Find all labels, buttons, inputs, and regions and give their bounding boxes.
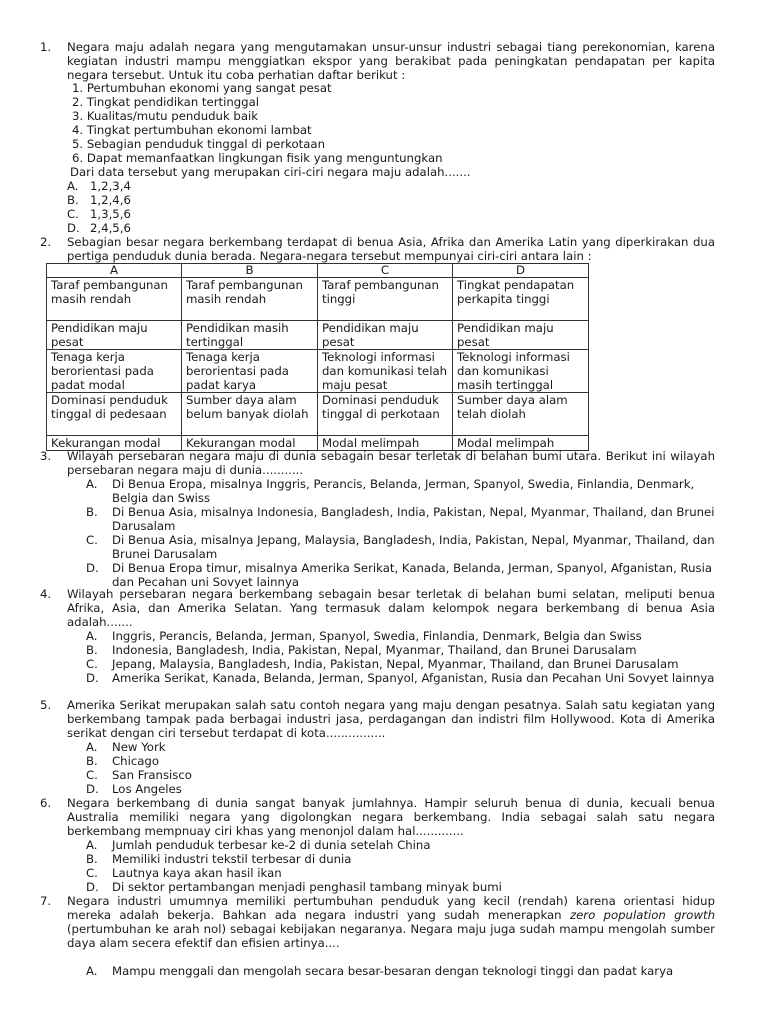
list-item: 3. Kualitas/mutu penduduk baik bbox=[72, 109, 259, 123]
table-header: B bbox=[182, 264, 318, 278]
question-number: 7. bbox=[40, 894, 52, 908]
table-row bbox=[47, 350, 589, 393]
table-row bbox=[47, 393, 589, 436]
question-text: Amerika Serikat merupakan salah satu contoh negara yang maju dengan pesatnya. Salah satu kegiatan yang berkembang tampak pada berbagai industri jasa, perdagangan dan indistri film Hollywood. Kota di Amerika serikat dengan ciri tersebut terdapat di kota................ bbox=[67, 698, 715, 740]
list-item: 1. Pertumbuhan ekonomi yang sangat pesat bbox=[72, 81, 332, 95]
table-cell: Tenaga kerja berorientasi pada padat modal bbox=[47, 350, 182, 393]
question-text: Negara berkembang di dunia sangat banyak jumlahnya. Hampir seluruh benua di dunia, kecuali benua Australia memiliki negara yang digolongkan negara berkembang. India sebagai salah satu negara berkembang mempnuay ciri khas yang menonjol dalam hal............. bbox=[67, 796, 715, 838]
table-cell: Pendidikan maju pesat bbox=[318, 321, 453, 350]
table-row bbox=[47, 321, 589, 350]
question-stem: Dari data tersebut yang merupakan ciri-ciri negara maju adalah....... bbox=[70, 165, 471, 179]
document-page: 1. Negara maju adalah negara yang mengutamakan unsur-unsur industri sebagai tiang perekonomian, karena kegiatan industri mampu menggiatkan ekspor yang berakibat pada peningkatan pendapatan per kapita negara tersebut. Untuk itu coba perhatian daftar berikut : 1. Pertumbuhan ekonomi yang sangat pesat 2. Tingkat pendidikan tertinggal 3. Kualitas/mutu penduduk baik 4. Tingkat pertumbuhan ekonomi lambat 5. Sebagian penduduk tinggal di perkotaan 6. Dapat memanfaatkan lingkungan fisik yang menguntungkan Dari data tersebut yang merupakan ciri-ciri negara maju adalah....... A. 1,2,3,4 B. 1,2,4,6 C. 1,3,5,6 D. 2,4,5,6 2. Sebagian besar negara berkembang terdapat di benua Asia, Afrika dan Amerika Latin yang diperkirakan dua pertiga penduduk dunia berada. Negara-negara tersebut mempunyai ciri-ciri antara lain : A B C D Taraf pembangunan masih rendah Taraf pembangunan masih rendah Taraf pembangunan tinggi Tingkat pendapatan perkapita tinggi Pendidikan maju pesat Pendidikan masih tertinggal Pendidikan maju pesat Pendidikan maju pesat Tenaga kerja berorientasi pada padat modal Tenaga kerja berorientasi pada padat karya Teknologi informasi dan komunikasi telah maju pesat Teknologi informasi dan komunikasi masih tertinggal Dominasi penduduk tinggal di pedesaan Sumber daya alam belum banyak diolah Dominasi penduduk tinggal di perkotaan Sumber daya alam telah diolah Kekurangan modal Kekurangan modal Modal melimpah Modal melimpah 3. Wilayah persebaran negara maju di dunia sebagain besar terletak di belahan bumi utara. Berikut ini wilayah persebaran negara maju di dunia........... A. Di Benua Eropa, misalnya Inggris, Perancis, Belanda, Jerman, Spanyol, Swedia, Finlandia, Denmark, Belgia dan Swiss B. Di Benua Asia, misalnya Indonesia, Bangladesh, India, Pakistan, Nepal, Myanmar, Thailand, dan Brunei Darusalam C. Di Benua Asia, misalnya Jepang, Malaysia, Bangladesh, India, Pakistan, Nepal, Myanmar, Thailand, dan Brunei Darusalam D. Di Benua Eropa timur, misalnya Amerika Serikat, Kanada, Belanda, Jerman, Spanyol, Afganistan, Rusia dan Pecahan uni Sovyet lainnya 4. Wilayah persebaran negara berkembang sebagain besar terletak di belahan bumi selatan, meliputi benua Afrika, Asia, dan Amerika Selatan. Yang termasuk dalam kelompok negara berkembang di benua Asia adalah....... A. Inggris, Perancis, Belanda, Jerman, Spanyol, Swedia, Finlandia, Denmark, Belgia dan Swiss B. Indonesia, Bangladesh, India, Pakistan, Nepal, Myanmar, Thailand, dan Brunei Darusalam C. Jepang, Malaysia, Bangladesh, India, Pakistan, Nepal, Myanmar, Thailand, dan Brunei Darusalam D. Amerika Serikat, Kanada, Belanda, Jerman, Spanyol, Afganistan, Rusia dan Pecahan Uni Sovyet lainnya 5. Amerika Serikat merupakan salah satu contoh negara yang maju dengan pesatnya. Salah satu kegiatan yang berkembang tampak pada berbagai industri jasa, perdagangan dan indistri film Hollywood. Kota di Amerika serikat dengan ciri tersebut terdapat di kota................ A. New York B. Chicago C. San Fransisco D. Los Angeles 6. Negara berkembang di dunia sangat banyak jumlahnya. Hampir seluruh benua di dunia, kecuali benua Australia memiliki negara yang digolongkan negara berkembang. India sebagai salah satu negara berkembang mempnuay ciri khas yang menonjol dalam hal............. A. Jumlah penduduk terbesar ke-2 di dunia setelah China B. Memiliki industri tekstil terbesar di dunia C. Lautnya kaya akan hasil ikan D. Di sektor pertambangan menjadi penghasil tambang minyak bumi 7. Negara industri umumnya memiliki pertumbuhan penduduk yang kecil (rendah) karena orientasi hidup mereka adalah bekerja. Bahkan ada negara industri yang sudah menerapkan zero population growth (pertumbuhan ke arah nol) sebagai kebijakan negaranya. Negara maju juga sudah mampu mengolah sumber daya alam secera efektif dan efisien artinya.... A. Mampu menggali dan mengolah secara besar-besaran dengan teknologi tinggi dan padat karya bbox=[40, 40, 716, 978]
table-cell: Taraf pembangunan masih rendah bbox=[47, 278, 182, 321]
table-cell: Dominasi penduduk tinggal di perkotaan bbox=[318, 393, 453, 436]
table-cell: Tingkat pendapatan perkapita tinggi bbox=[453, 278, 589, 321]
table-cell: Tenaga kerja berorientasi pada padat karya bbox=[182, 350, 318, 393]
table-header: A bbox=[47, 264, 182, 278]
list-item: 2. Tingkat pendidikan tertinggal bbox=[72, 95, 259, 109]
question-number: 3. bbox=[40, 449, 52, 463]
table-cell: Pendidikan maju pesat bbox=[453, 321, 589, 350]
table-row bbox=[47, 278, 589, 321]
table-header-row bbox=[47, 264, 589, 278]
question-text: Sebagian besar negara berkembang terdapat di benua Asia, Afrika dan Amerika Latin yang diperkirakan dua pertiga penduduk dunia berada. Negara-negara tersebut mempunyai ciri-ciri antara lain : bbox=[67, 235, 715, 263]
question-text: Wilayah persebaran negara maju di dunia sebagain besar terletak di belahan bumi utara. Berikut ini wilayah persebaran negara maju di dunia........... bbox=[67, 449, 715, 477]
table-header: D bbox=[453, 264, 589, 278]
table-cell: Modal melimpah bbox=[453, 436, 589, 451]
question-number: 4. bbox=[40, 587, 52, 601]
table-header: C bbox=[318, 264, 453, 278]
table-cell: Sumber daya alam telah diolah bbox=[453, 393, 589, 436]
table-cell: Teknologi informasi dan komunikasi telah maju pesat bbox=[318, 350, 453, 393]
table-cell: Pendidikan maju pesat bbox=[47, 321, 182, 350]
table-cell: Kekurangan modal bbox=[47, 436, 182, 451]
question-number: 6. bbox=[40, 796, 52, 810]
question-text: Negara industri umumnya memiliki pertumbuhan penduduk yang kecil (rendah) karena orientasi hidup mereka adalah bekerja. Bahkan ada negara industri yang sudah menerapkan zero population growth (pertumbuhan ke arah nol) sebagai kebijakan negaranya. Negara maju juga sudah mampu mengolah sumber daya alam secera efektif dan efisien artinya.... bbox=[67, 894, 716, 950]
table-cell: Kekurangan modal bbox=[182, 436, 318, 451]
question-number: 1. bbox=[40, 40, 52, 54]
list-item: 6. Dapat memanfaatkan lingkungan fisik yang menguntungkan bbox=[72, 151, 443, 165]
question-number: 2. bbox=[40, 235, 52, 249]
table-cell: Teknologi informasi dan komunikasi masih tertinggal bbox=[453, 350, 589, 393]
italic-term: zero population growth bbox=[569, 908, 716, 922]
question-text: Negara maju adalah negara yang mengutamakan unsur-unsur industri sebagai tiang perekonomian, karena kegiatan industri mampu menggiatkan ekspor yang berakibat pada peningkatan pendapatan per kapita negara tersebut. Untuk itu coba perhatian daftar berikut : bbox=[67, 40, 715, 82]
table-cell: Taraf pembangunan masih rendah bbox=[182, 278, 318, 321]
question-number: 5. bbox=[40, 698, 52, 712]
table-cell: Pendidikan masih tertinggal bbox=[182, 321, 318, 350]
list-item: 5. Sebagian penduduk tinggal di perkotaan bbox=[72, 137, 325, 151]
table-cell: Dominasi penduduk tinggal di pedesaan bbox=[47, 393, 182, 436]
characteristics-table bbox=[46, 263, 589, 451]
list-item: 4. Tingkat pertumbuhan ekonomi lambat bbox=[72, 123, 312, 137]
table-cell: Taraf pembangunan tinggi bbox=[318, 278, 453, 321]
question-text: Wilayah persebaran negara berkembang sebagain besar terletak di belahan bumi selatan, meliputi benua Afrika, Asia, dan Amerika Selatan. Yang termasuk dalam kelompok negara berkembang di benua Asia adalah....... bbox=[67, 587, 715, 629]
table-cell: Sumber daya alam belum banyak diolah bbox=[182, 393, 318, 436]
table-cell: Modal melimpah bbox=[318, 436, 453, 451]
